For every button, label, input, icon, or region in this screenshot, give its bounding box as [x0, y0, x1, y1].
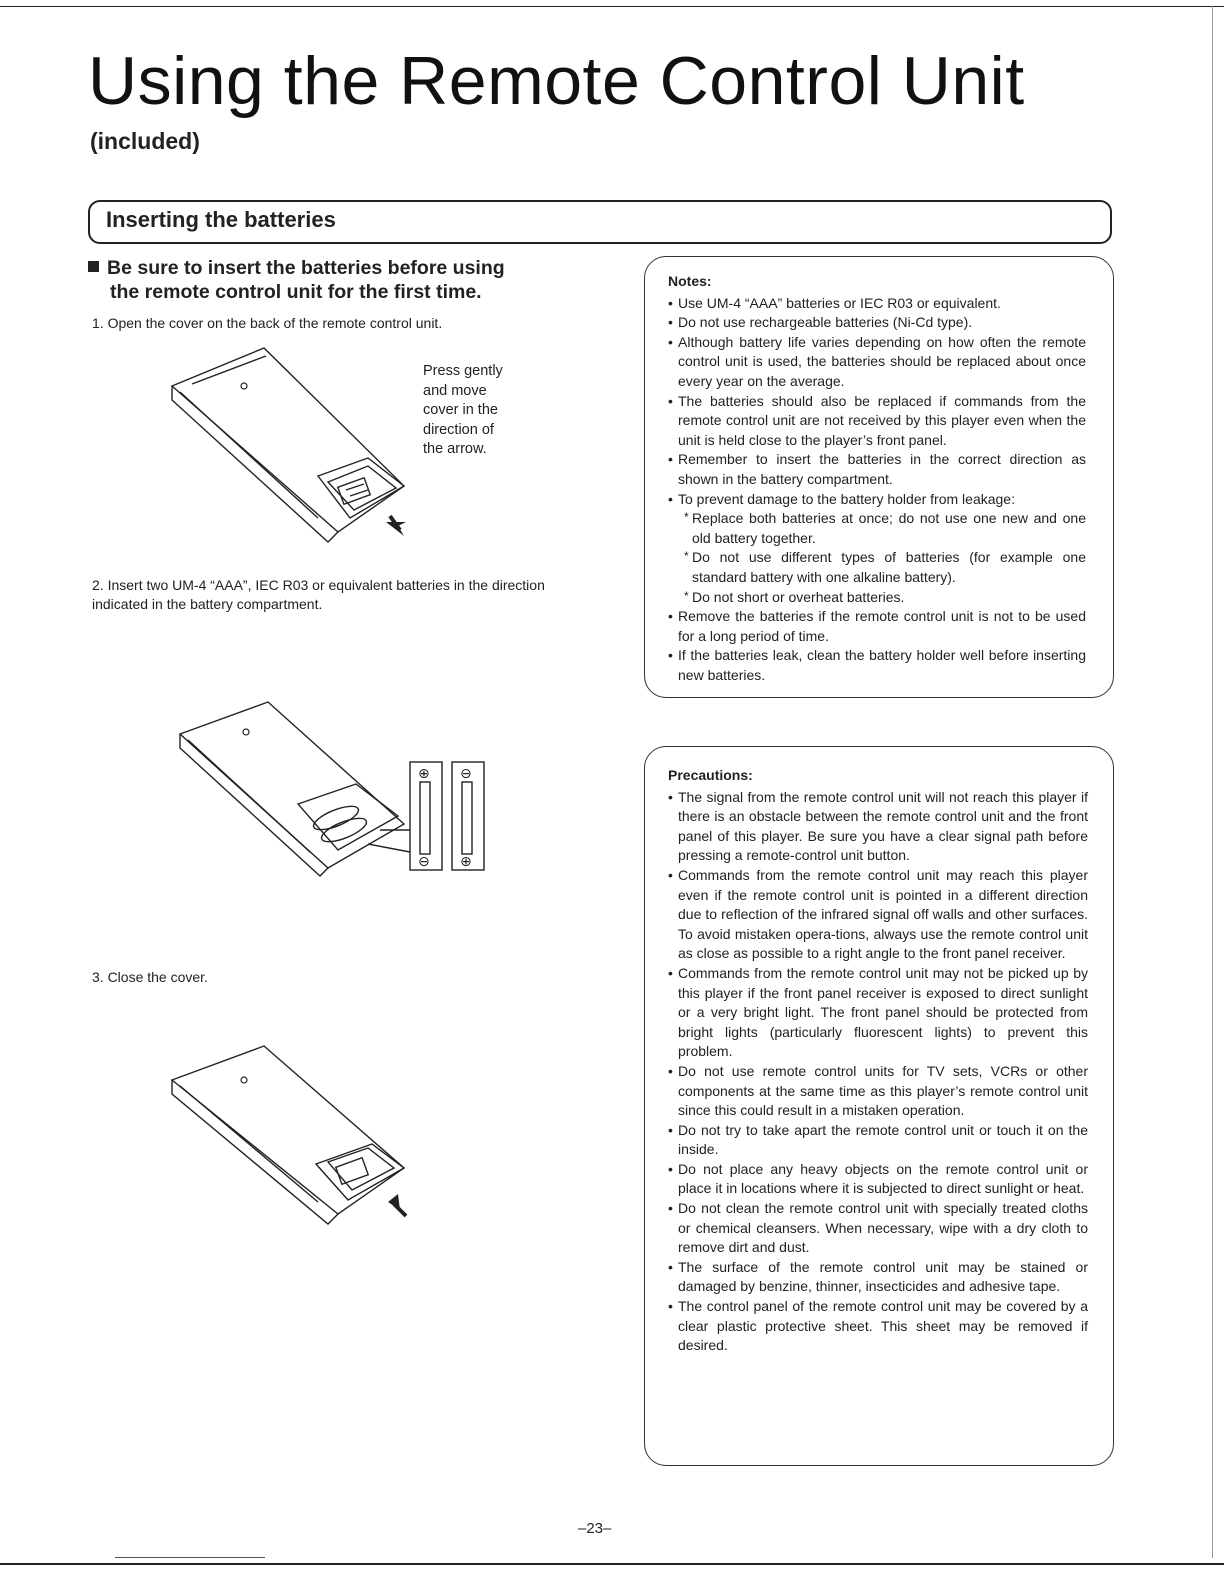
note-item: • Although battery life varies depending on how often the remote control unit is used, the batteries should be replaced about once every year on the average.: [668, 333, 1086, 392]
precaution-item: • The surface of the remote control unit may be stained or damaged by benzine, thinner, insecticides and adhesive tape.: [668, 1258, 1088, 1297]
step-1: 1. Open the cover on the back of the remote control unit.: [92, 315, 443, 331]
page-number: –23–: [578, 1520, 612, 1537]
figure1-caption: [423, 362, 533, 460]
notes-content: [668, 272, 1086, 685]
precaution-item: • Do not clean the remote control unit with specially treated cloths or chemical cleansers. When necessary, wipe with a dry cloth to remove dirt and dust.: [668, 1199, 1088, 1258]
figure1-caption-line: direction of: [423, 421, 494, 438]
note-subitem: * Do not short or overheat batteries.: [684, 588, 1086, 608]
figure1-caption-line: cover in the: [423, 402, 498, 418]
precaution-item: • Do not try to take apart the remote control unit or touch it on the inside.: [668, 1121, 1088, 1160]
top-rule: [0, 6, 1224, 7]
precautions-heading: Precautions:: [668, 767, 753, 783]
leakage-sublist: [678, 509, 1086, 607]
precaution-item: • Do not use remote control units for TV sets, VCRs or other components at the same time as this player’s remote control unit since this could result in a mistaken operation.: [668, 1062, 1088, 1121]
precaution-item: • The control panel of the remote control unit may be covered by a clear plastic protective sheet. This sheet may be removed if desired.: [668, 1297, 1088, 1356]
notes-list: [668, 294, 1086, 686]
figure1-caption-line: Press gently: [423, 363, 503, 379]
precautions-list: [668, 788, 1088, 1356]
step-3: 3. Close the cover.: [92, 969, 208, 985]
page-title: Using the Remote Control Unit: [88, 43, 1025, 119]
svg-text:⊖: ⊖: [418, 854, 430, 870]
instructions-heading-line1: Be sure to insert the batteries before using: [107, 257, 505, 279]
note-item: • Remember to insert the batteries in the correct direction as shown in the battery compartment.: [668, 450, 1086, 489]
note-subitem: * Do not use different types of batteries (for example one standard battery with one alkaline battery).: [684, 548, 1086, 587]
figure1-caption-line: the arrow.: [423, 441, 487, 457]
precaution-item: • Commands from the remote control unit may reach this player even if the remote control unit is pointed in a different direction due to reflection of the infrared signal off walls and other surfaces. To avoid mistaken opera-tions, always use the remote control unit as close as possible to a right angle to the front panel receiver.: [668, 866, 1088, 964]
remote-close-cover-illustration: [168, 1044, 438, 1230]
note-item: • Do not use rechargeable batteries (Ni-Cd type).: [668, 313, 1086, 333]
precaution-item: • The signal from the remote control unit will not reach this player if there is an obstacle between the remote control unit and the front panel of this player. Be sure you have a clear signal path before pressing a remote-control unit button.: [668, 788, 1088, 866]
svg-text:⊖: ⊖: [460, 766, 472, 782]
page-subtitle: (included): [90, 128, 200, 154]
note-subitem: * Replace both batteries at once; do not use one new and one old battery together.: [684, 509, 1086, 548]
bottom-short-rule: [115, 1557, 265, 1558]
section-title: Inserting the batteries: [106, 207, 336, 232]
bottom-rule: [0, 1563, 1224, 1565]
remote-open-cover-illustration: [168, 346, 438, 546]
instructions-heading: [88, 256, 568, 304]
note-item: • Remove the batteries if the remote control unit is not to be used for a long period of time.: [668, 607, 1086, 646]
note-item: • If the batteries leak, clean the battery holder well before inserting new batteries.: [668, 646, 1086, 685]
step-2: 2. Insert two UM-4 “AAA”, IEC R03 or equivalent batteries in the direction indicated in the battery compartment.: [92, 577, 545, 612]
right-edge-rule: [1212, 6, 1213, 1558]
note-item: • The batteries should also be replaced if commands from the remote control unit are not received by this player even when the unit is held close to the player’s front panel.: [668, 392, 1086, 451]
svg-text:⊕: ⊕: [418, 766, 430, 782]
precaution-item: • Do not place any heavy objects on the remote control unit or place it in locations where it is subjected to direct sunlight or heat.: [668, 1160, 1088, 1199]
precautions-content: [668, 766, 1088, 1356]
note-item-leakage-text: To prevent damage to the battery holder from leakage:: [678, 490, 1015, 507]
instructions-heading-line2: the remote control unit for the first time.: [110, 281, 482, 303]
svg-text:⊕: ⊕: [460, 854, 472, 870]
figure1-caption-line: and move: [423, 382, 487, 399]
remote-insert-batteries-illustration: [168, 700, 498, 880]
notes-heading: Notes:: [668, 273, 712, 289]
note-item: • Use UM-4 “AAA” batteries or IEC R03 or equivalent.: [668, 294, 1086, 314]
note-item-leakage: [668, 490, 1086, 608]
precaution-item: • Commands from the remote control unit may not be picked up by this player if the front panel receiver is exposed to direct sunlight or a very bright light. The front panel should be protected from bright lights (particularly fluorescent lights) to prevent this problem.: [668, 964, 1088, 1062]
square-bullet-icon: [88, 261, 99, 272]
